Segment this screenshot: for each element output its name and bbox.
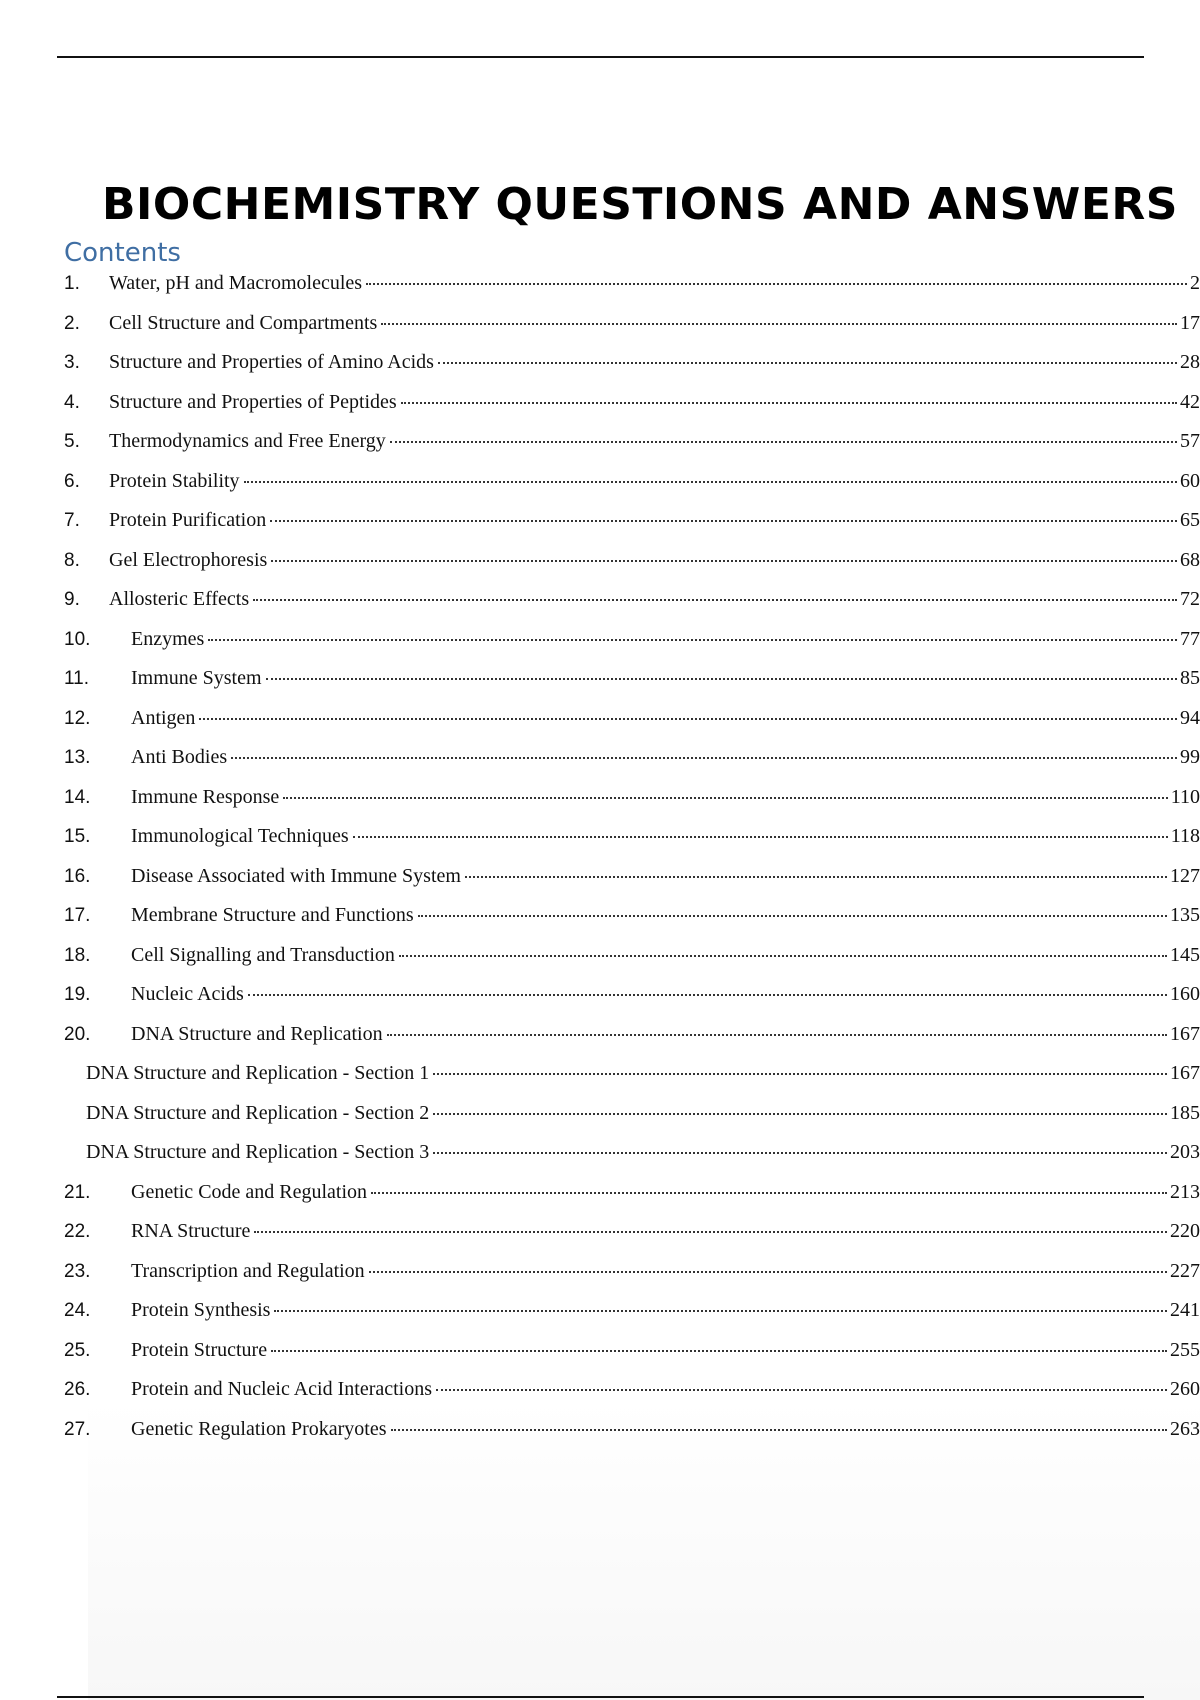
toc-entry-page-number[interactable]: 110 [1170, 785, 1200, 808]
toc-entry-page-number[interactable]: 94 [1180, 706, 1200, 729]
toc-entry-number: 27. [64, 1418, 91, 1440]
toc-entry[interactable] [64, 1220, 1200, 1260]
toc-entry-page-number[interactable]: 135 [1170, 904, 1200, 926]
toc-entry[interactable] [64, 904, 1200, 944]
toc-dot-leader [266, 678, 1177, 680]
toc-entry[interactable] [64, 1299, 1200, 1339]
toc-dot-leader [387, 1034, 1167, 1036]
toc-entry-title[interactable]: Cell Signalling and Transduction [131, 943, 395, 966]
toc-entry-title[interactable]: Protein Synthesis [131, 1299, 271, 1321]
toc-entry-page-number[interactable]: 68 [1180, 548, 1200, 571]
toc-entry-number: 7. [64, 510, 80, 531]
toc-entry-number: 6. [64, 470, 80, 492]
toc-entry[interactable] [64, 667, 1200, 707]
toc-entry-title[interactable]: Nucleic Acids [131, 983, 244, 1005]
toc-dot-leader [391, 1429, 1168, 1431]
toc-entry[interactable] [64, 509, 1200, 549]
toc-entry-page-number[interactable]: 85 [1180, 667, 1200, 689]
toc-entry[interactable] [64, 549, 1200, 589]
toc-dot-leader [353, 836, 1168, 838]
toc-entry-page-number[interactable]: 2 [1190, 272, 1200, 294]
toc-entry[interactable] [64, 1102, 1200, 1142]
toc-entry-number: 4. [64, 391, 80, 413]
toc-dot-leader [371, 1192, 1167, 1194]
toc-entry-page-number[interactable]: 185 [1170, 1101, 1200, 1124]
toc-entry[interactable] [64, 1418, 1200, 1458]
toc-entry-number: 15. [64, 826, 91, 847]
toc-entry-page-number[interactable]: 99 [1180, 746, 1200, 768]
toc-dot-leader [436, 1389, 1167, 1391]
toc-entry-page-number[interactable]: 213 [1170, 1180, 1200, 1203]
toc-entry-number: 2. [64, 312, 80, 334]
toc-entry-page-number[interactable]: 260 [1170, 1378, 1200, 1400]
toc-entry[interactable] [64, 272, 1200, 312]
toc-entry-page-number[interactable]: 167 [1170, 1022, 1200, 1045]
toc-entry-page-number[interactable]: 42 [1180, 390, 1200, 413]
toc-entry[interactable] [64, 944, 1200, 984]
toc-dot-leader [199, 718, 1177, 720]
toc-entry-title[interactable]: Genetic Code and Regulation [131, 1180, 368, 1203]
toc-entry-number: 23. [64, 1260, 91, 1282]
toc-dot-leader [254, 1231, 1167, 1233]
toc-entry-number: 8. [64, 549, 80, 571]
toc-dot-leader [283, 797, 1167, 799]
toc-entry-page-number[interactable]: 263 [1170, 1417, 1200, 1440]
toc-dot-leader [244, 481, 1177, 483]
toc-entry-title[interactable]: DNA Structure and Replication - Section 1 [86, 1062, 430, 1084]
toc-entry-page-number[interactable]: 241 [1170, 1299, 1200, 1321]
contents-heading: Contents [64, 238, 181, 268]
toc-entry[interactable] [64, 1378, 1200, 1418]
toc-entry[interactable] [64, 1260, 1200, 1300]
toc-entry-page-number[interactable]: 77 [1180, 627, 1200, 650]
toc-entry[interactable] [64, 746, 1200, 786]
toc-entry-number: 14. [64, 786, 91, 808]
toc-dot-leader [274, 1310, 1167, 1312]
toc-entry[interactable] [64, 786, 1200, 826]
toc-entry-number: 3. [64, 352, 80, 373]
toc-entry-title[interactable]: Protein Structure [131, 1338, 268, 1361]
toc-entry-page-number[interactable]: 145 [1170, 943, 1200, 966]
toc-entry-page-number[interactable]: 255 [1170, 1338, 1200, 1361]
toc-entry-page-number[interactable]: 17 [1180, 311, 1200, 334]
toc-entry-page-number[interactable]: 220 [1170, 1220, 1200, 1242]
toc-dot-leader [418, 915, 1167, 917]
toc-dot-leader [465, 876, 1167, 878]
toc-entry-title[interactable]: Antigen [131, 706, 196, 729]
toc-dot-leader [401, 402, 1177, 404]
toc-entry-number: 1. [64, 273, 80, 294]
toc-dot-leader [253, 599, 1177, 601]
toc-entry-number: 11. [64, 668, 90, 689]
toc-entry[interactable] [64, 312, 1200, 352]
toc-entry-number: 26. [64, 1379, 91, 1400]
toc-dot-leader [248, 994, 1167, 996]
toc-entry-title[interactable]: Structure and Properties of Peptides [109, 390, 397, 413]
toc-dot-leader [369, 1271, 1167, 1273]
toc-dot-leader [381, 323, 1177, 325]
table-of-contents [64, 272, 1200, 1457]
toc-dot-leader [270, 520, 1177, 522]
toc-entry-title[interactable]: Protein Purification [109, 509, 267, 531]
toc-dot-leader [390, 441, 1177, 443]
toc-entry-page-number[interactable]: 227 [1170, 1259, 1200, 1282]
toc-entry[interactable] [64, 470, 1200, 510]
toc-entry-title[interactable]: Enzymes [131, 627, 205, 650]
toc-entry-number: 16. [64, 865, 91, 887]
toc-entry-number: 12. [64, 707, 91, 729]
toc-entry-title[interactable]: Disease Associated with Immune System [131, 864, 461, 887]
toc-entry-title[interactable]: Immune Response [131, 785, 280, 808]
toc-entry-title[interactable]: Gel Electrophoresis [109, 548, 268, 571]
toc-dot-leader [366, 283, 1187, 285]
toc-dot-leader [433, 1152, 1167, 1154]
toc-entry-title[interactable]: Protein Stability [109, 469, 240, 492]
toc-entry[interactable] [64, 628, 1200, 668]
header-rule [57, 56, 1144, 58]
toc-entry-number: 21. [64, 1181, 91, 1203]
toc-entry-title[interactable]: Protein and Nucleic Acid Interactions [131, 1378, 433, 1400]
toc-entry-page-number[interactable]: 127 [1170, 864, 1200, 887]
toc-entry-title[interactable]: DNA Structure and Replication - Section 3 [86, 1141, 430, 1163]
toc-dot-leader [433, 1113, 1167, 1115]
toc-entry[interactable] [64, 1339, 1200, 1379]
toc-entry-page-number[interactable]: 118 [1170, 825, 1200, 847]
toc-dot-leader [433, 1073, 1167, 1075]
toc-entry-title[interactable]: Cell Structure and Compartments [109, 311, 378, 334]
toc-entry-title[interactable]: Immunological Techniques [131, 825, 349, 847]
toc-entry-number: 18. [64, 944, 91, 966]
toc-entry-page-number[interactable]: 160 [1170, 983, 1200, 1005]
toc-entry-title[interactable]: RNA Structure [131, 1220, 251, 1242]
toc-entry-number: 24. [64, 1300, 91, 1321]
toc-entry-title[interactable]: Immune System [131, 667, 262, 689]
toc-entry-number: 13. [64, 747, 91, 768]
toc-entry-page-number[interactable]: 60 [1180, 469, 1200, 492]
toc-entry[interactable] [64, 351, 1200, 391]
toc-entry-title[interactable]: DNA Structure and Replication - Section 2 [86, 1101, 430, 1124]
toc-entry-number: 20. [64, 1023, 91, 1045]
toc-entry[interactable] [64, 588, 1200, 628]
toc-entry-number: 9. [64, 589, 80, 610]
toc-entry-number: 17. [64, 905, 91, 926]
toc-entry-page-number[interactable]: 72 [1180, 588, 1200, 610]
toc-dot-leader [271, 560, 1177, 562]
toc-entry-page-number[interactable]: 65 [1180, 509, 1200, 531]
toc-entry-title[interactable]: Membrane Structure and Functions [131, 904, 414, 926]
toc-entry-page-number[interactable]: 57 [1180, 430, 1200, 452]
toc-entry[interactable] [64, 1181, 1200, 1221]
document-title: BIOCHEMISTRY QUESTIONS AND ANSWERS [102, 179, 1178, 231]
toc-entry-title[interactable]: Structure and Properties of Amino Acids [109, 351, 434, 373]
toc-entry-title[interactable]: Genetic Regulation Prokaryotes [131, 1417, 387, 1440]
toc-entry-title[interactable]: Allosteric Effects [109, 588, 250, 610]
toc-entry-title[interactable]: Thermodynamics and Free Energy [109, 430, 386, 452]
toc-entry-number: 25. [64, 1339, 91, 1361]
toc-entry[interactable] [64, 707, 1200, 747]
toc-entry-number: 22. [64, 1221, 91, 1242]
toc-dot-leader [208, 639, 1177, 641]
toc-entry[interactable] [64, 1062, 1200, 1102]
toc-entry-page-number[interactable]: 28 [1180, 351, 1200, 373]
toc-entry-page-number[interactable]: 167 [1170, 1062, 1200, 1084]
toc-entry[interactable] [64, 1023, 1200, 1063]
toc-entry-title[interactable]: Water, pH and Macromolecules [109, 272, 363, 294]
toc-entry-title[interactable]: DNA Structure and Replication [131, 1022, 383, 1045]
toc-entry-number: 19. [64, 984, 91, 1005]
toc-entry[interactable] [64, 983, 1200, 1023]
toc-dot-leader [271, 1350, 1167, 1352]
footer-rule [57, 1696, 1144, 1698]
toc-dot-leader [231, 757, 1177, 759]
toc-entry-number: 5. [64, 431, 80, 452]
toc-entry[interactable] [64, 430, 1200, 470]
toc-entry-page-number[interactable]: 203 [1170, 1141, 1200, 1163]
toc-entry-title[interactable]: Transcription and Regulation [131, 1259, 365, 1282]
toc-entry[interactable] [64, 391, 1200, 431]
toc-entry[interactable] [64, 825, 1200, 865]
toc-entry[interactable] [64, 865, 1200, 905]
toc-entry-number: 10. [64, 628, 91, 650]
toc-entry-title[interactable]: Anti Bodies [131, 746, 228, 768]
toc-dot-leader [399, 955, 1167, 957]
toc-dot-leader [438, 362, 1177, 364]
toc-entry[interactable] [64, 1141, 1200, 1181]
